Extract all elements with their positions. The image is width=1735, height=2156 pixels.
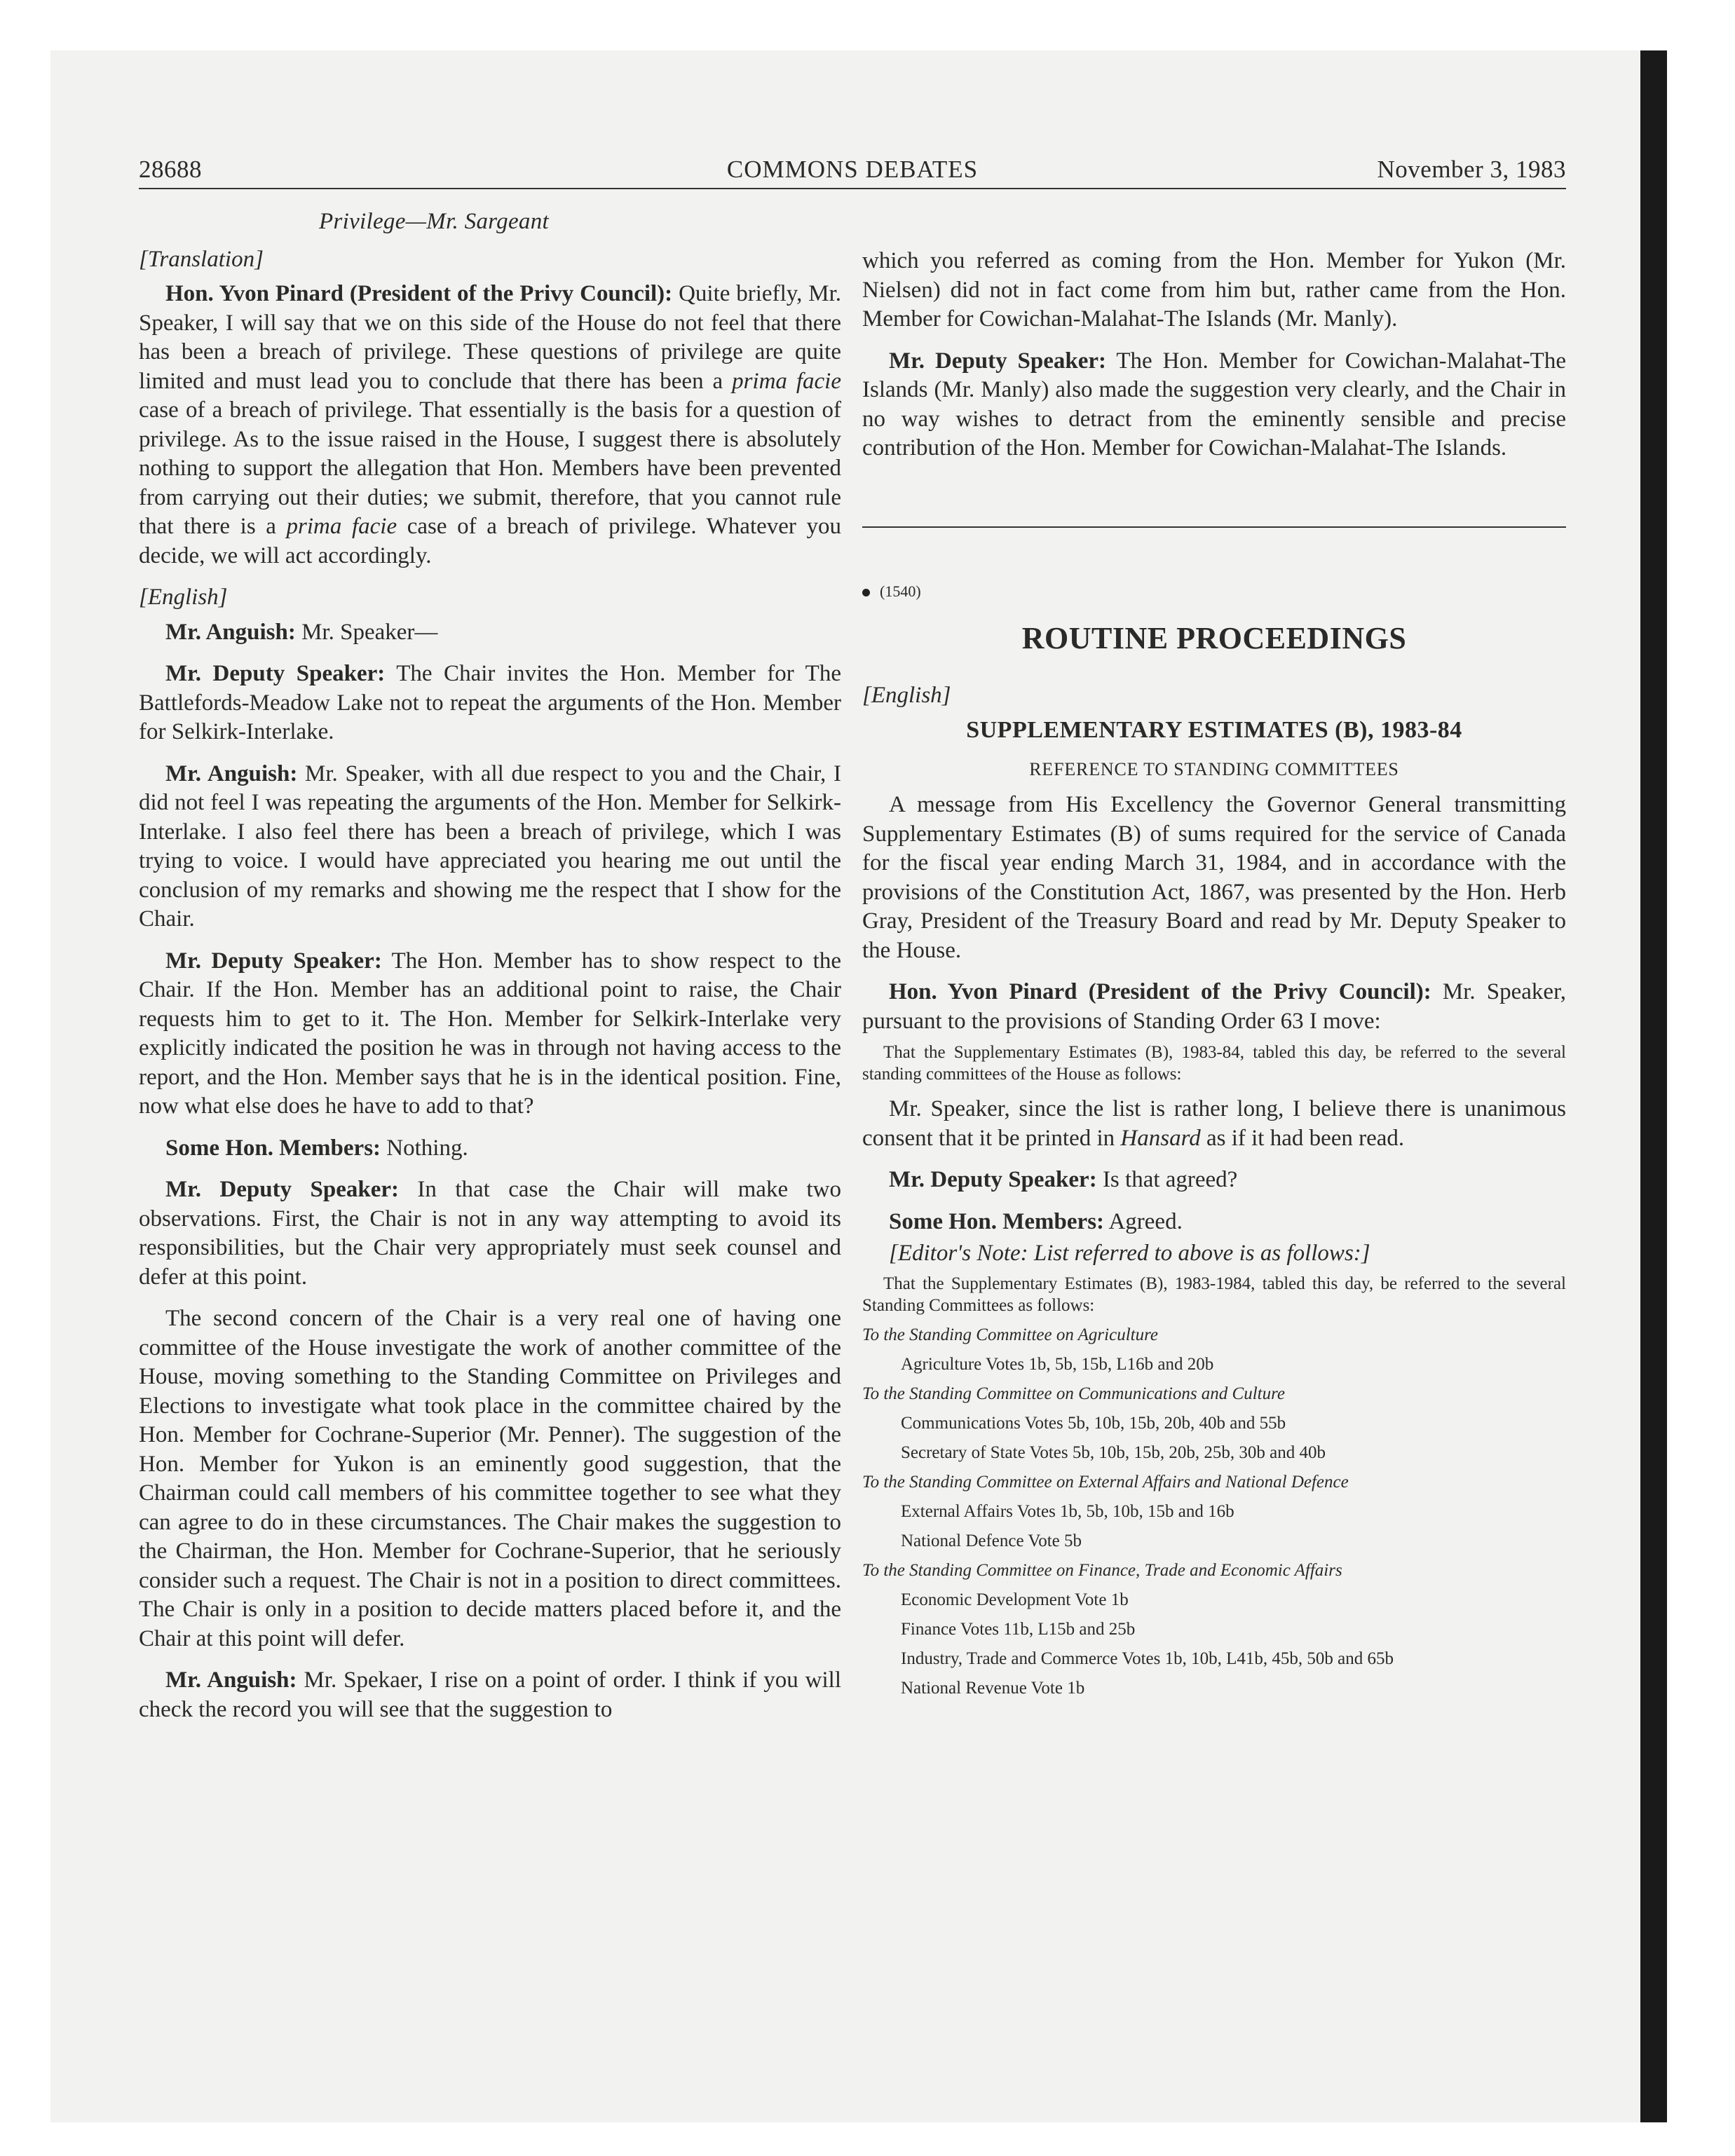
vote-item: National Defence Vote 5b <box>901 1531 1082 1550</box>
page-header <box>139 156 1566 188</box>
scan-edge <box>1640 50 1667 2122</box>
speech-paragraph: Mr. Anguish: Mr. Speaker— <box>165 619 438 645</box>
speech-paragraph: Mr. Deputy Speaker: The Hon. Member for Cowichan-Malahat-The Islands (Mr. Manly) also made the suggestion very clearly, and the Chair in no way wishes to detract from the eminently sensible and precise contribution of the Hon. Member for Cowichan-Malahat-The Islands. <box>862 348 1566 460</box>
section-title: ROUTINE PROCEEDINGS <box>1021 621 1407 655</box>
running-head: Privilege—Mr. Sargeant <box>319 209 549 234</box>
left-column <box>139 207 841 1737</box>
vote-item: Economic Development Vote 1b <box>901 1590 1129 1609</box>
speech-paragraph: Hon. Yvon Pinard (President of the Privy Council): Quite briefly, Mr. Speaker, I will say that we on this side of the House do not feel that there has been a breach of privilege. These questions of privilege are quite limited and must lead you to conclude that there has been a prima facie case of a breach of privilege. That essentially is the basis for a question of privilege. As to the issue raised in the House, I suggest there is absolutely nothing to support the allegation that Hon. Members have been prevented from carrying out their duties; we submit, therefore, that you cannot rule that there is a prima facie case of a breach of privilege. Whatever you decide, we will act accordingly. <box>139 281 842 568</box>
vote-item: Finance Votes 11b, L15b and 25b <box>901 1619 1136 1639</box>
speech-paragraph: Mr. Speaker, since the list is rather long, I believe there is unanimous consent that it be printed in Hansard as if it had been read. <box>862 1096 1566 1151</box>
speech-paragraph: Mr. Anguish: Mr. Spekaer, I rise on a point of order. I think if you will check the record you will see that the suggestion to <box>139 1667 841 1722</box>
language-marker: [English] <box>862 682 951 708</box>
speech-paragraph: Mr. Deputy Speaker: Is that agreed? <box>889 1167 1238 1192</box>
page-date: November 3, 1983 <box>1377 156 1566 183</box>
speech-paragraph: Hon. Yvon Pinard (President of the Privy Council): Mr. Speaker, pursuant to the provisions of Standing Order 63 I move: <box>862 979 1566 1034</box>
subsection-title: SUPPLEMENTARY ESTIMATES (B), 1983-84 <box>966 717 1462 743</box>
speaker-name: Hon. Yvon Pinard (President of the Privy Council): <box>889 979 1431 1004</box>
speaker-name: Mr. Deputy Speaker: <box>165 1177 400 1202</box>
speaker-name: Mr. Anguish: <box>165 619 296 645</box>
speech-paragraph: Mr. Deputy Speaker: In that case the Chair will make two observations. First, the Chair is not in any way attempting to avoid its responsibilities, but the Chair very appropriately must seek counsel and defer at this point. <box>139 1177 842 1290</box>
page-number: 28688 <box>139 156 202 183</box>
vote-item: Industry, Trade and Commerce Votes 1b, 10b, L41b, 45b, 50b and 65b <box>901 1649 1394 1668</box>
speaker-name: Mr. Deputy Speaker: <box>165 661 386 686</box>
speech-paragraph: A message from His Excellency the Governor General transmitting Supplementary Estimates (B) of sums required for the service of Canada for the fiscal year ending March 31, 1984, and in accordance with the provisions of the Constitution Act, 1867, was presented by the Hon. Herb Gray, President of the Treasury Board and read by Mr. Deputy Speaker to the House. <box>862 792 1566 963</box>
speech-paragraph: Mr. Deputy Speaker: The Hon. Member has to show respect to the Chair. If the Hon. Member has an additional point to raise, the Chair requests him to get to it. The Hon. Member for Selkirk-Interlake very explicitly indicated the position he was in through not having access to the report, and the Hon. Member says that he is in the identical position. Fine, now what else does he have to add to that? <box>139 948 841 1119</box>
committee-heading: To the Standing Committee on External Affairs and National Defence <box>862 1472 1349 1492</box>
bullet-icon <box>862 589 870 596</box>
speaker-name: Some Hon. Members: <box>165 1135 381 1161</box>
header-rule <box>139 188 1566 189</box>
speech-paragraph: The second concern of the Chair is a very real one of having one committee of the House investigate the work of another committee of the House, moving something to the Standing Committee on Privileges and Elections to investigate what took place in the committee chaired by the Hon. Member for Cochrane-Superior (Mr. Penner). The suggestion of the Hon. Member for Yukon is an eminently good suggestion, that the Chairman could call members of his committee together to see what they can agree to do in these circumstances. The Chair makes the suggestion to the Chairman, the Hon. Member for Cochrane-Superior, that he seriously consider such a request. The Chair is not in a position to direct committees. The Chair is only in a position to decide matters placed before it, and the Chair at this point will defer. <box>139 1306 841 1651</box>
committee-heading: To the Standing Committee on Finance, Trade and Economic Affairs <box>862 1560 1342 1580</box>
section-rule <box>862 526 1566 528</box>
committee-heading: To the Standing Committee on Communications and Culture <box>862 1384 1286 1403</box>
time-marker: (1540) <box>862 577 1566 606</box>
right-column <box>862 247 1566 1703</box>
motion-text: That the Supplementary Estimates (B), 1983-84, tabled this day, be referred to the several standing committees of the House as follows: <box>862 1043 1566 1084</box>
vote-item: Agriculture Votes 1b, 5b, 15b, L16b and 20b <box>901 1354 1214 1374</box>
vote-item: Secretary of State Votes 5b, 10b, 15b, 20b, 25b, 30b and 40b <box>901 1442 1326 1462</box>
speaker-name: Mr. Anguish: <box>165 760 298 786</box>
speech-paragraph: Some Hon. Members: Nothing. <box>165 1135 468 1161</box>
speech-paragraph: which you referred as coming from the Hon. Member for Yukon (Mr. Nielsen) did not in fact come from him but, rather came from the Hon. Member for Cowichan-Malahat-The Islands (Mr. Manly). <box>862 248 1566 332</box>
speech-paragraph: Some Hon. Members: Agreed. <box>889 1208 1183 1234</box>
subsection-subtitle: REFERENCE TO STANDING COMMITTEES <box>1029 758 1399 779</box>
language-marker: [English] <box>139 585 228 610</box>
journal-title: COMMONS DEBATES <box>726 156 979 183</box>
committee-list <box>862 1321 1566 1703</box>
speaker-name: Mr. Anguish: <box>165 1667 297 1693</box>
editor-note: [Editor's Note: List referred to above is as follows:] <box>889 1241 1370 1266</box>
vote-item: External Affairs Votes 1b, 5b, 10b, 15b and 16b <box>901 1501 1234 1521</box>
speaker-name: Mr. Deputy Speaker: <box>889 348 1107 374</box>
speaker-name: Hon. Yvon Pinard (President of the Privy Council): <box>165 281 673 306</box>
language-marker: [Translation] <box>139 246 264 272</box>
speaker-name: Some Hon. Members: <box>889 1208 1105 1234</box>
speaker-name: Mr. Deputy Speaker: <box>889 1167 1097 1192</box>
vote-item: National Revenue Vote 1b <box>901 1678 1085 1698</box>
committee-heading: To the Standing Committee on Agriculture <box>862 1325 1158 1344</box>
list-intro: That the Supplementary Estimates (B), 1983-1984, tabled this day, be referred to the several Standing Committees as follows: <box>862 1274 1566 1315</box>
speech-paragraph: Mr. Deputy Speaker: The Chair invites the Hon. Member for The Battlefords-Meadow Lake not to repeat the arguments of the Hon. Member for Selkirk-Interlake. <box>139 661 841 744</box>
speech-paragraph: Mr. Anguish: Mr. Speaker, with all due respect to you and the Chair, I did not feel I was repeating the arguments of the Hon. Member for Selkirk-Interlake. I also feel there has been a breach of privilege, which I was trying to voice. I would have appreciated you hearing me out until the conclusion of my remarks and showing me the respect that I show for the Chair. <box>139 760 842 932</box>
speaker-name: Mr. Deputy Speaker: <box>165 948 382 974</box>
vote-item: Communications Votes 5b, 10b, 15b, 20b, 40b and 55b <box>901 1413 1286 1433</box>
